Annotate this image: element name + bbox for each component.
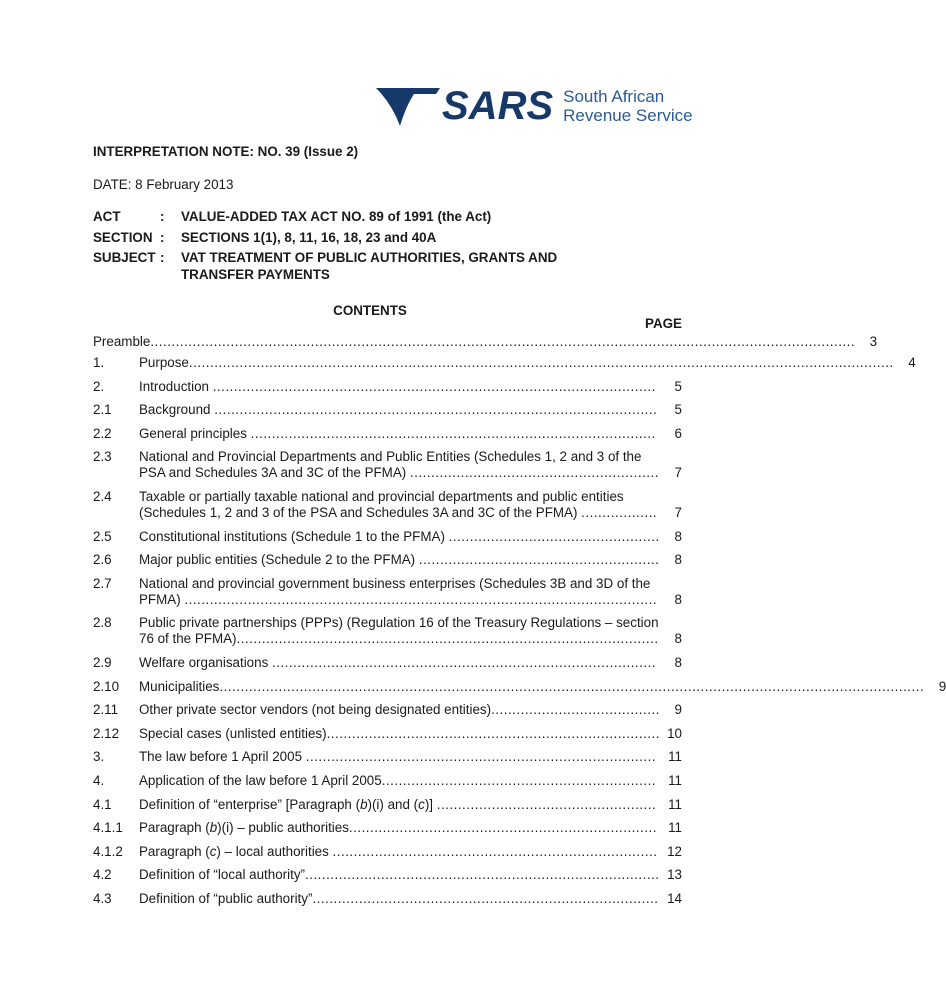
dot-leader: .........................................................: [418, 552, 660, 568]
toc-number: 4.1.2: [93, 843, 123, 859]
contents-heading: CONTENTS: [333, 303, 407, 318]
dot-leader: .........................................................................................................: [214, 402, 658, 418]
toc-title-wrap: [139, 552, 682, 568]
toc-page-number: 13: [667, 867, 682, 883]
toc-entry[interactable]: [93, 552, 682, 568]
toc-number: 3.: [93, 749, 105, 765]
dot-leader: .............................................................................: [332, 843, 658, 859]
toc-entry[interactable]: [93, 615, 682, 647]
toc-title: Purpose: [139, 355, 189, 370]
toc-title: Paragraph (c) – local authorities: [139, 843, 333, 859]
toc-title-wrap: [139, 615, 682, 647]
toc-entry[interactable]: [93, 749, 682, 765]
note-date: DATE: 8 February 2013: [93, 177, 234, 192]
toc-page-number: 14: [667, 890, 682, 906]
toc-entry[interactable]: [93, 891, 682, 907]
toc-number: 1.: [93, 355, 105, 370]
toc-entry[interactable]: [93, 726, 682, 742]
toc-entry[interactable]: [93, 529, 682, 545]
toc-page-number: 7: [674, 465, 682, 481]
toc-title-wrap: [139, 426, 682, 442]
dot-leader: ...................................................................................: [305, 749, 657, 765]
dot-leader: .......................................................................................................................................................................: [219, 678, 925, 694]
toc-page-number: 8: [674, 591, 682, 607]
toc-title: Major public entities (Schedule 2 to the PFMA): [139, 552, 419, 568]
toc-entry[interactable]: [93, 402, 682, 418]
toc-title: National and provincial government business enterprises (Schedules 3B and 3D of the PFMA): [139, 575, 651, 607]
meta-table: [93, 208, 601, 287]
toc-title-wrap: [139, 679, 946, 695]
toc-page-number: 6: [674, 425, 682, 441]
toc-title-wrap: [93, 334, 877, 350]
logo-line2: Revenue Service: [563, 106, 693, 125]
meta-colon: :: [160, 250, 165, 265]
meta-label: SECTION: [93, 229, 153, 245]
toc-page-number: 12: [667, 843, 682, 859]
toc-title: The law before 1 April 2005: [139, 749, 306, 765]
toc-page-number: 5: [674, 402, 682, 418]
logo-mark: SARS: [442, 84, 554, 128]
toc-entry[interactable]: [93, 489, 682, 521]
meta-row: [93, 208, 601, 225]
toc-number: 4.1: [93, 796, 112, 812]
dot-leader: ....................................................................................: [304, 867, 660, 883]
toc-entry[interactable]: [93, 867, 682, 883]
toc-title-wrap: [139, 844, 682, 860]
table-of-contents: [93, 334, 946, 914]
dot-leader: ........................................: [491, 702, 660, 718]
toc-title: Background: [139, 402, 215, 418]
page-column-heading: PAGE: [645, 316, 682, 331]
toc-page-number: 11: [668, 749, 682, 765]
toc-title-wrap: [139, 576, 682, 608]
dot-leader: .......................................................................................................................................................................: [150, 334, 856, 349]
dot-leader: ...........................................................: [409, 465, 659, 481]
dot-leader: ................................................................................................................: [184, 591, 658, 607]
toc-title: Municipalities: [139, 678, 220, 694]
toc-title: Taxable or partially taxable national and provincial departments and public entities (Schedules 1, 2 and 3 of the PSA and Schedules 3A and 3C of the PFMA): [139, 488, 624, 520]
toc-title-wrap: [139, 749, 682, 765]
logo-line1: South African: [563, 87, 665, 106]
dot-leader: ....................................................: [436, 796, 657, 812]
dot-leader: ...............................................................................: [326, 725, 660, 741]
dot-leader: ..................: [581, 504, 658, 520]
toc-title: Public private partnerships (PPPs) (Regulation 16 of the Treasury Regulations – section 76 of the PFMA): [139, 615, 659, 647]
toc-title: Constitutional institutions (Schedule 1 to the PFMA): [139, 528, 449, 544]
dot-leader: ..................................................: [448, 528, 660, 544]
meta-val: SECTIONS 1(1), 8, 11, 16, 18, 23 and 40A: [181, 229, 437, 245]
meta-row: [93, 249, 601, 283]
meta-row: [93, 229, 601, 246]
meta-label: ACT: [93, 209, 121, 224]
toc-entry[interactable]: [93, 655, 682, 671]
toc-title-wrap: [139, 891, 682, 907]
toc-title-wrap: [139, 797, 682, 813]
toc-title-wrap: [139, 449, 682, 481]
toc-title: Paragraph (b)(i) – public authorities: [139, 820, 349, 836]
toc-page-number: 8: [674, 654, 682, 670]
meta-val: VALUE-ADDED TAX ACT NO. 89 of 1991 (the Act): [181, 209, 492, 224]
dot-leader: ....................................................................................................: [236, 631, 659, 647]
toc-title: Introduction: [139, 378, 213, 394]
toc-entry[interactable]: [93, 379, 682, 395]
sars-triangle-icon: [376, 84, 440, 128]
toc-number: 2.9: [93, 654, 112, 670]
toc-title: Application of the law before 1 April 2005: [139, 772, 382, 788]
note-title: INTERPRETATION NOTE: NO. 39 (Issue 2): [93, 144, 359, 159]
toc-entry[interactable]: [93, 426, 682, 442]
toc-title: Welfare organisations: [139, 654, 272, 670]
toc-entry[interactable]: [93, 678, 946, 695]
toc-number: 2.10: [93, 678, 120, 694]
dot-leader: ..................................................................................: [312, 890, 659, 906]
meta-colon: :: [160, 229, 165, 245]
toc-page-number: 11: [668, 820, 682, 836]
dot-leader: .........................................................................................................: [212, 378, 656, 394]
toc-page-number: 11: [668, 772, 682, 788]
toc-title: Definition of “enterprise” [Paragraph (b)(i) and (c)]: [139, 796, 437, 812]
toc-page-number: 8: [674, 552, 682, 568]
toc-entry[interactable]: [93, 702, 682, 718]
toc-entry[interactable]: [93, 355, 916, 371]
meta-label: SUBJECT: [93, 250, 156, 265]
toc-entry[interactable]: [93, 449, 682, 481]
toc-entry[interactable]: [93, 773, 682, 789]
dot-leader: .................................................................: [381, 772, 657, 788]
meta-colon: :: [160, 209, 165, 224]
toc-title-wrap: [139, 726, 682, 742]
toc-number: 2.5: [93, 528, 112, 544]
toc-entry[interactable]: [93, 576, 682, 608]
toc-entry[interactable]: [93, 334, 878, 350]
dot-leader: .......................................................................................................................................................................: [188, 355, 894, 370]
toc-title-wrap: [139, 355, 916, 371]
logo-text: [563, 87, 692, 125]
meta-val: VAT TREATMENT OF PUBLIC AUTHORITIES, GRANTS AND TRANSFER PAYMENTS: [181, 250, 558, 282]
toc-page-number: 10: [667, 725, 682, 741]
toc-title-wrap: [139, 867, 682, 883]
toc-title-wrap: [139, 773, 682, 789]
toc-entry[interactable]: [93, 820, 682, 836]
toc-title: Definition of “public authority”: [139, 890, 313, 906]
toc-number: 2.4: [93, 488, 112, 504]
toc-number: 4.3: [93, 890, 112, 906]
toc-number: 2.2: [93, 425, 112, 441]
toc-number: 2.3: [93, 449, 112, 465]
toc-number: 2.: [93, 378, 105, 394]
toc-title-wrap: [139, 379, 682, 395]
toc-page-number: 4: [908, 355, 916, 370]
toc-number: 4.1.1: [93, 820, 123, 836]
toc-number: 4.: [93, 772, 105, 788]
toc-page-number: 11: [668, 796, 682, 812]
toc-entry[interactable]: [93, 797, 682, 813]
toc-page-number: 3: [869, 334, 878, 349]
toc-title-wrap: [139, 655, 682, 671]
toc-title-wrap: [139, 489, 682, 521]
toc-number: 2.6: [93, 552, 112, 568]
toc-page-number: 5: [674, 378, 682, 394]
toc-page-number: 7: [674, 504, 682, 520]
toc-number: 4.2: [93, 867, 112, 883]
toc-title-wrap: [139, 529, 682, 545]
toc-number: 2.7: [93, 575, 112, 591]
toc-page-number: 8: [674, 631, 682, 647]
toc-title-wrap: [139, 820, 682, 836]
dot-leader: .........................................................................: [348, 820, 657, 836]
sars-logo: [376, 80, 693, 132]
toc-title: General principles: [139, 425, 251, 441]
toc-title-wrap: [139, 702, 682, 718]
toc-number: 2.12: [93, 725, 120, 741]
dot-leader: ...........................................................................................: [271, 654, 657, 670]
toc-page-number: 9: [938, 678, 946, 694]
toc-title: Preamble: [93, 334, 151, 349]
toc-number: 2.11: [93, 702, 119, 718]
toc-page-number: 9: [674, 702, 682, 718]
toc-title: National and Provincial Departments and Public Entities (Schedules 1, 2 and 3 of the PSA and Schedules 3A and 3C of the PFMA): [139, 449, 642, 481]
toc-number: 2.1: [93, 402, 112, 418]
toc-title: Other private sector vendors (not being designated entities): [139, 702, 492, 718]
dot-leader: ................................................................................................: [250, 425, 656, 441]
toc-page-number: 8: [674, 528, 682, 544]
toc-title: Special cases (unlisted entities): [139, 725, 327, 741]
toc-entry[interactable]: [93, 844, 682, 860]
toc-number: 2.8: [93, 615, 112, 631]
toc-title-wrap: [139, 402, 682, 418]
toc-title: Definition of “local authority”: [139, 867, 305, 883]
